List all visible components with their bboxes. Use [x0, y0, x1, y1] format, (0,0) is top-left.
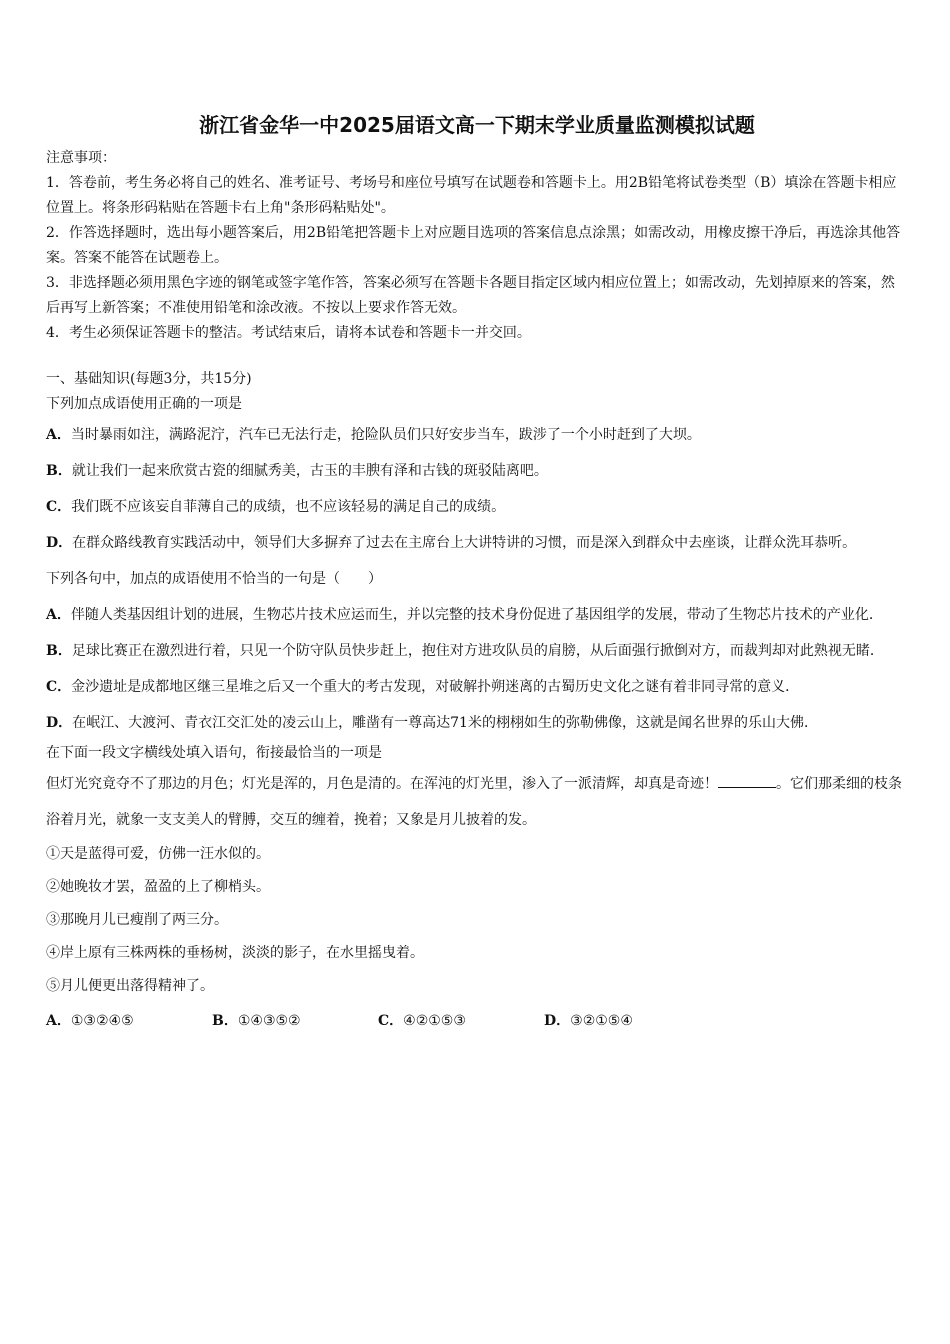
question-1 [46, 392, 908, 561]
choice-letter: C． [378, 1013, 404, 1029]
section-basic-knowledge [46, 367, 908, 392]
question-3-stem: 在下面一段文字横线处填入语句，衔接最恰当的一项是 [46, 745, 382, 761]
option-letter: C． [46, 679, 72, 695]
exam-page [46, 110, 908, 1039]
question-1-option-c [46, 489, 908, 525]
choice-text: ③②①⑤④ [570, 1013, 633, 1029]
option-text: 足球比赛正在激烈进行着，只见一个防守队员快步赶上，抱住对方进攻队员的肩膀，从后面强行掀倒对方，而裁判却对此熟视无睹． [71, 643, 884, 659]
option-letter: B． [46, 463, 72, 479]
option-letter: B． [46, 643, 72, 659]
option-letter: A． [46, 607, 71, 623]
notice-item-3: 3．非选择题必须用黑色字迹的钢笔或签字笔作答，答案必须写在答题卡各题目指定区域内相应位置上；如需改动，先划掉原来的答案，然后再写上新答案；不准使用铅笔和涂改液。不按以上要求作答无效。 [46, 275, 895, 316]
option-text: 当时暴雨如注，满路泥泞，汽车已无法行走，抢险队员们只好安步当车，跋涉了一个小时赶到了大坝。 [70, 427, 701, 443]
option-letter: C． [46, 499, 72, 515]
question-3-choice-d [544, 1003, 710, 1039]
question-3-sentence-1: ①天是蓝得可爱，仿佛一汪水似的。 [46, 846, 270, 862]
option-text: 金沙遗址是成都地区继三星堆之后又一个重大的考古发现，对破解扑朔迷离的古蜀历史文化之谜有着非同寻常的意义． [71, 679, 800, 695]
question-1-option-d [46, 525, 908, 561]
page-title: 浙江省金华一中2025届语文高一下期末学业质量监测模拟试题 [199, 113, 755, 137]
question-3 [46, 741, 908, 1039]
choice-text: ①④③⑤② [237, 1013, 301, 1029]
notice-item-2: 2．作答选择题时，选出每小题答案后，用2B铅笔把答题卡上对应题目选项的答案信息点涂黑；如需改动，用橡皮擦干净后，再选涂其他答案。答案不能答在试题卷上。 [46, 225, 901, 266]
question-1-option-b [46, 453, 908, 489]
option-text: 就让我们一起来欣赏古瓷的细腻秀美，古玉的丰腴有泽和古钱的斑驳陆离吧。 [71, 463, 548, 479]
question-3-choices [46, 1003, 908, 1039]
question-2 [46, 561, 908, 741]
option-text: 在岷江、大渡河、青衣江交汇处的凌云山上，雕凿有一尊高达71米的栩栩如生的弥勒佛像，这就是闻名世界的乐山大佛． [72, 715, 818, 731]
option-text: 我们既不应该妄自菲薄自己的成绩，也不应该轻易的满足自己的成绩。 [71, 499, 506, 515]
notice-item-1: 1．答卷前，考生务必将自己的姓名、准考证号、考场号和座位号填写在试题卷和答题卡上。用2B铅笔将试卷类型（B）填涂在答题卡相应位置上。将条形码粘贴在答题卡右上角"条形码粘贴处"。 [46, 175, 897, 216]
option-letter: D． [46, 535, 73, 551]
question-3-choice-b [212, 1003, 378, 1039]
question-3-choice-a [46, 1003, 212, 1039]
fill-blank [718, 773, 776, 788]
choice-letter: B． [212, 1013, 238, 1029]
choice-letter: A． [46, 1013, 71, 1029]
question-2-option-d [46, 705, 908, 741]
notice-item-4: 4．考生必须保证答题卡的整洁。考试结束后，请将本试卷和答题卡一并交回。 [46, 325, 531, 341]
option-text: 在群众路线教育实践活动中，领导们大多摒弃了过去在主席台上大讲特讲的习惯，而是深入到群众中去座谈，让群众洗耳恭听。 [72, 535, 857, 551]
question-3-sentence-4: ④岸上原有三株两株的垂杨树，淡淡的影子，在水里摇曳着。 [46, 945, 424, 961]
option-letter: D． [46, 715, 73, 731]
question-2-option-c [46, 669, 908, 705]
question-2-option-a [46, 597, 908, 633]
question-1-stem: 下列加点成语使用正确的一项是 [46, 396, 242, 412]
passage-before-blank: 但灯光究竟夺不了那边的月色；灯光是浑的，月色是清的。在浑沌的灯光里，渗入了一派清辉，却真是奇迹！ [46, 776, 718, 792]
choice-text: ①③②④⑤ [70, 1013, 134, 1029]
question-3-sentence-5: ⑤月儿便更出落得精神了。 [46, 978, 214, 994]
question-2-option-b [46, 633, 908, 669]
choice-text: ④②①⑤③ [403, 1013, 466, 1029]
question-3-choice-c [378, 1003, 544, 1039]
question-1-option-a [46, 417, 908, 453]
option-letter: A． [46, 427, 71, 443]
choice-letter: D． [544, 1013, 571, 1029]
option-text: 伴随人类基因组计划的进展，生物芯片技术应运而生，并以完整的技术身份促进了基因组学的发展，带动了生物芯片技术的产业化． [70, 607, 883, 623]
question-3-sentence-2: ②她晚妆才罢，盈盈的上了柳梢头。 [46, 879, 270, 895]
question-3-sentence-3: ③那晚月儿已瘦削了两三分。 [46, 912, 228, 928]
passage-after-blank: 。它们那柔细的枝条浴着月光，就象一支支美人的臂膊，交互的缠着，挽着；又象是月儿披着的发。 [46, 776, 902, 828]
notice-heading: 注意事项： [46, 150, 116, 166]
question-2-stem: 下列各句中，加点的成语使用不恰当的一句是（ ） [46, 571, 382, 587]
section-heading: 一、基础知识(每题3分，共15分) [46, 371, 252, 387]
notice-block [46, 146, 908, 346]
question-3-passage [46, 766, 908, 838]
